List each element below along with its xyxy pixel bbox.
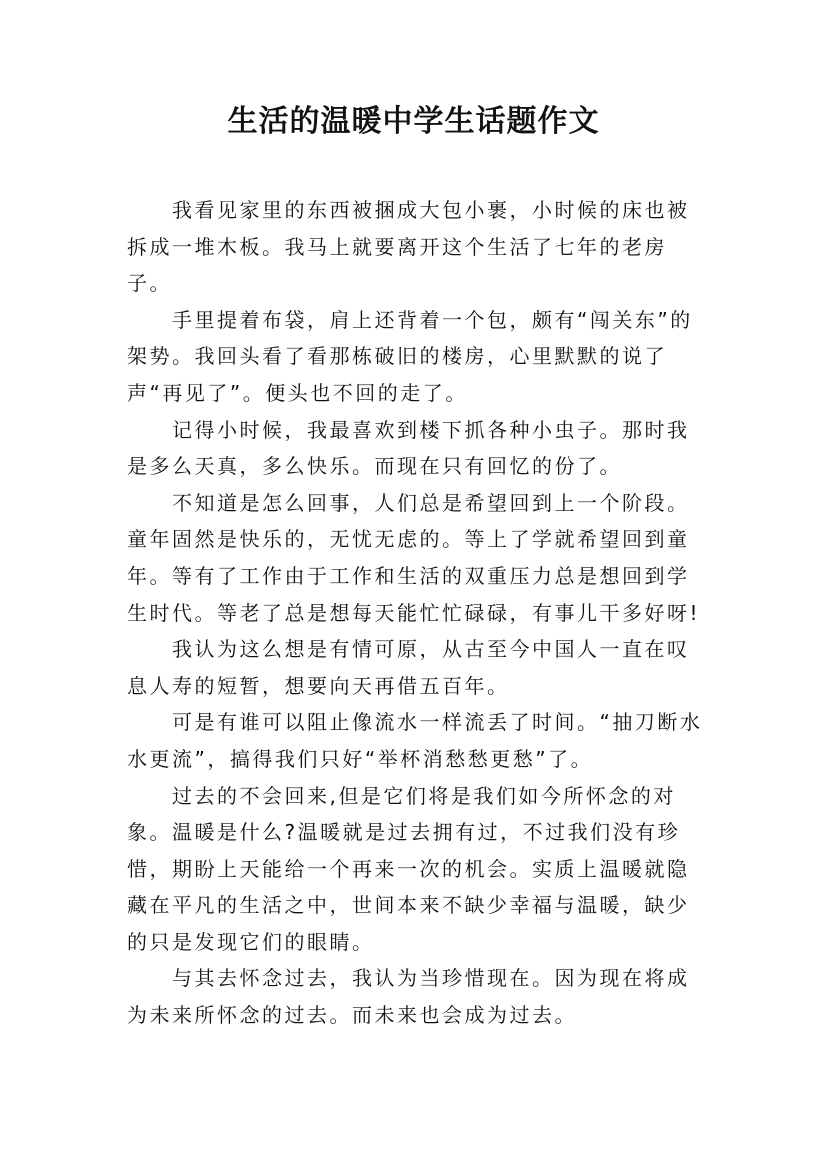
paragraph-7: 过去的不会回来,但是它们将是我们如今所怀念的对象。温暖是什么?温暖就是过去拥有过，不过我们没有珍惜，期盼上天能给一个再来一次的机会。实质上温暖就隐藏在平凡的生活之中，世间本来不缺少幸福与温暖，缺少的只是发现它们的眼睛。 — [127, 783, 690, 954]
paragraph-2: 手里提着布袋，肩上还背着一个包，颇有“闯关东”的架势。我回头看了看那栋破旧的楼房，心里默默的说了声“再见了”。便头也不回的走了。 — [127, 307, 693, 405]
paragraph-6: 可是有谁可以阻止像流水一样流丢了时间。“抽刀断水水更流”，搞得我们只好“举杯消愁愁更愁”了。 — [127, 710, 703, 771]
paragraph-5: 我认为这么想是有情可原，从古至今中国人一直在叹息人寿的短暂，想要向天再借五百年。 — [127, 637, 690, 698]
paragraph-8: 与其去怀念过去，我认为当珍惜现在。因为现在将成为未来所怀念的过去。而未来也会成为过去。 — [127, 966, 690, 1028]
page-title: 生活的温暖中学生话题作文 — [227, 104, 600, 139]
essay-body — [127, 192, 711, 1034]
paragraph-4: 不知道是怎么回事，人们总是希望回到上一个阶段。童年固然是快乐的，无忧无虑的。等上了学就希望回到童年。等有了工作由于工作和生活的双重压力总是想回到学生时代。等老了总是想每天能忙忙碌碌，有事儿干多好呀! — [127, 490, 701, 625]
paragraph-3: 记得小时候，我最喜欢到楼下抓各种小虫子。那时我是多么天真，多么快乐。而现在只有回忆的份了。 — [127, 417, 690, 479]
paragraph-1: 我看见家里的东西被捆成大包小裹，小时候的床也被拆成一堆木板。我马上就要离开这个生活了七年的老房子。 — [127, 198, 690, 296]
